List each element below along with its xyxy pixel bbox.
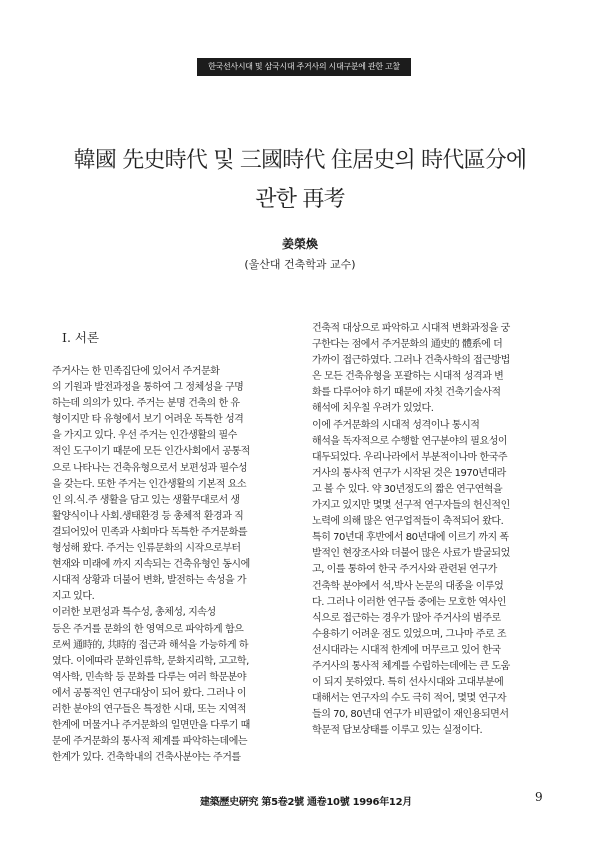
- text-line: 은 모든 건축유형을 포괄하는 시대적 성격과 변: [312, 371, 504, 383]
- text-line: 해석을 독자적으로 수행할 연구분야의 필요성이: [312, 435, 508, 447]
- text-line: 가까이 접근하였다. 그러나 건축사학의 접근방법: [312, 355, 510, 367]
- left-column: [52, 318, 306, 766]
- text-line: 역사학, 민속학 등 문화를 다루는 여러 학문분야: [52, 671, 247, 683]
- text-line: 한계가 있다. 건축학내의 건축사분야는 주거를: [52, 752, 241, 764]
- text-line: 다. 그러나 이러한 연구들 중에는 모호한 역사인: [312, 596, 507, 608]
- page-number: 9: [535, 790, 543, 804]
- text-line: 건축적 대상으로 파악하고 시대적 변화과정을 궁: [312, 323, 510, 334]
- text-line: 시대적 상황과 더불어 변화, 발전하는 속성을 가: [52, 575, 247, 587]
- text-line: 들의 70, 80년대 연구가 비판없이 재인용되면서: [312, 709, 509, 721]
- text-line: 형이지만 타 유형에서 보기 어려운 독특한 성격: [52, 414, 244, 426]
- text-line: 해석에 치우칠 우려가 있었다.: [312, 403, 434, 415]
- text-line: 건축학 분야에서 석,박사 논문의 대종을 이루었: [312, 580, 504, 592]
- section-heading: I. 서론: [62, 330, 100, 345]
- text-line: 인 의.식.주 생활을 담고 있는 생활무대로서 생: [52, 494, 240, 506]
- text-line: 현재와 미래에 까지 지속되는 건축유형인 동시에: [52, 559, 250, 571]
- text-line: 화를 다루어야 하기 때문에 자칫 건축기술사적: [312, 387, 501, 399]
- text-line: 주거사의 통사적 체계를 수립하는데에는 큰 도움: [312, 660, 510, 672]
- text-line: 구한다는 점에서 주거문화의 通史的 體系에 더: [312, 339, 503, 351]
- author-affiliation: (울산대 건축학과 교수): [244, 258, 356, 271]
- text-line: 등은 주거를 문화의 한 영역으로 파악하게 함으: [52, 623, 244, 635]
- text-line: 특히 70년대 후반에서 80년대에 이르기 까지 폭: [312, 532, 509, 544]
- author-name: 姜榮煥: [281, 237, 318, 251]
- text-line: 으로 나타나는 건축유형으로서 보편성과 필수성: [52, 462, 248, 474]
- text-line: 결되어있어 민족과 사회마다 독특한 주거문화를: [52, 526, 248, 538]
- text-line: 노력에 의해 많은 연구업적들이 축적되어 왔다.: [312, 516, 504, 528]
- running-title-banner: 한국선사시대 및 삼국시대 주거사의 시대구분에 관한 고찰: [197, 58, 411, 76]
- text-line: 수용하기 어려운 점도 있었으며, 그나마 주로 조: [312, 628, 507, 640]
- text-line: 의 기원과 발전과정을 통하여 그 정체성을 구명: [52, 382, 244, 394]
- text-line: 이에 주거문화의 시대적 성격이나 통시적: [312, 419, 480, 431]
- left-column-body: [52, 364, 306, 766]
- text-line: 러한 분야의 연구들은 특정한 시대, 또는 지역적: [52, 703, 247, 715]
- text-line: 활양식이나 사회.생태환경 등 총체적 환경과 직: [52, 510, 244, 522]
- text-line: 지고 있다.: [52, 591, 95, 603]
- text-line: 거사의 통사적 연구가 시작된 것은 1970년대라: [312, 467, 506, 479]
- right-column: [312, 321, 566, 739]
- article-title-line-1: 韓國 先史時代 및 三國時代 住居史의 時代區分에: [73, 148, 527, 173]
- article-title-line-2: 관한 再考: [255, 187, 345, 212]
- text-line: 이 되지 못하였다. 특히 선사시대와 고대부분에: [312, 677, 504, 689]
- text-line: 고, 이를 통하여 한국 주거사와 관련된 연구가: [312, 564, 497, 576]
- text-line: 을 가지고 있다. 우선 주거는 인간생활의 필수: [52, 430, 237, 442]
- text-line: 주거사는 한 민족집단에 있어서 주거문화: [52, 366, 220, 377]
- text-line: 발적인 현장조사와 더불어 많은 사료가 발굴되었: [312, 548, 510, 560]
- text-line: 문에 주거문화의 통사적 체계를 파악하는데에는: [52, 736, 248, 748]
- text-line: 선시대라는 시대적 한계에 머무르고 있어 한국: [312, 644, 501, 656]
- text-line: 식으로 접근하는 경우가 많아 주거사의 범주로: [312, 612, 501, 624]
- text-line: 을 갖는다. 또한 주거는 인간생활의 기본적 요소: [52, 478, 247, 490]
- text-line: 였다. 이에따라 문화인류학, 문화지리학, 고고학,: [52, 655, 249, 667]
- text-line: 가지고 있지만 몇몇 선구적 연구자들의 헌신적인: [312, 500, 510, 512]
- journal-footer: 建築歷史硏究 第5卷2號 通卷10號 1996年12月: [200, 797, 412, 808]
- text-line: 한계에 머물거나 주거문화의 일면만을 다루기 때: [52, 720, 250, 732]
- text-line: 대해서는 연구자의 수도 극히 적어, 몇몇 연구자: [312, 693, 507, 705]
- text-line: 에서 공통적인 연구대상이 되어 왔다. 그러나 이: [52, 687, 247, 699]
- text-line: 이러한 보편성과 특수성, 총체성, 지속성: [52, 607, 216, 619]
- text-line: 고 볼 수 있다. 약 30년정도의 짧은 연구연혁을: [312, 483, 503, 495]
- text-line: 적인 도구이기 때문에 모든 인간사회에서 공통적: [52, 446, 250, 458]
- text-line: 형성해 왔다. 주거는 인류문화의 시작으로부터: [52, 543, 241, 555]
- text-line: 대두되었다. 우리나라에서 부분적이나마 한국주: [312, 451, 508, 463]
- right-column-body: [312, 321, 566, 739]
- text-line: 하는데 의의가 있다. 주거는 분명 건축의 한 유: [52, 398, 240, 410]
- text-line: 로써 通時的, 共時的 접근과 해석을 가능하게 하: [52, 639, 249, 651]
- text-line: 학문적 답보상태를 이루고 있는 실정이다.: [312, 725, 483, 737]
